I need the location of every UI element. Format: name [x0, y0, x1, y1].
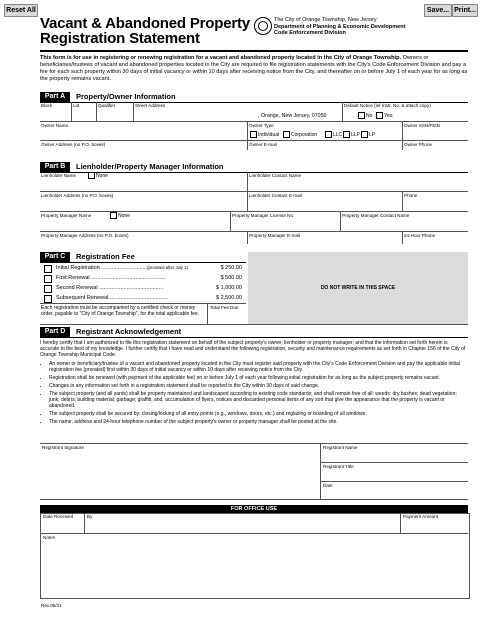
pm-license-label: Property Manager License No. [232, 213, 295, 218]
form-title-line1: Vacant & Abandoned Property [40, 15, 250, 32]
ack-bullet-4: • The subject property (and all yards) shall be property maintained and landscaped according to existing code standards; and shall remain free of all: weeds; dry bushes; dead vegetation; junk; debris; building material; garbage; graffiti; and, accumulation of flyers, notices and discarded personal items of any sort that give the appearance that the property is vacant or abandoned. [49, 391, 468, 409]
pm-contact-name-label: Property Manager Contact Name [342, 213, 410, 218]
org-city: The City of Orange Township, New Jersey [274, 17, 377, 23]
form-title-line2: Registration Statement [40, 30, 200, 47]
office-use-box [40, 513, 470, 599]
lot-label: Lot [73, 103, 80, 108]
acknowledgement-text [40, 340, 468, 427]
pm-phone-label: 24-Hour Phone [404, 233, 436, 238]
owner-email-label: Owner E-mail [249, 142, 277, 147]
block-label: Block [41, 103, 53, 108]
ack-bullet-5: • The subject property shall be secured by: closing/locking of all entry points (e.g., windows, doors, etc.) and reglazing or boarding of all windows. [49, 411, 468, 417]
fee-initial-checkbox[interactable] [44, 265, 52, 273]
ack-bullet-1: • An owner or beneficiary/trustee of a vacant and abandoned property located in the City must register said property with the City's Code Enforcement Division and pay the applicable initial registration fee (prorated) first within 30 days of initial vacancy or within 10 days after receiving notice from the City. [49, 361, 468, 373]
total-fee-due-label: Total Fee Due [210, 305, 239, 310]
fee-second-renewal: Second Renewal .......................................... $ 1,000.00 [56, 285, 242, 291]
registrant-name-label: Registrant Name [323, 445, 358, 450]
lienholder-contact-name-label: Lienholder Contact Name [249, 173, 302, 178]
intro-bold: This form is for use in registering or renewing registration for a vacant and abandoned property located in the City of Orange Township. [40, 55, 402, 61]
part-c-header [40, 252, 246, 263]
fee-subsequent-renewal-checkbox[interactable] [44, 295, 52, 303]
payment-amount-label: Payment Amount [403, 514, 438, 519]
owner-type-label: Owner Type [249, 123, 274, 128]
by-label: By [87, 514, 93, 519]
lienholder-none[interactable]: None [88, 172, 108, 179]
pm-address-label: Property Manager Address (no P.O. boxes) [41, 233, 129, 238]
ack-bullet-6: • The name, address and 24-hour telephone number of the subject property's owner or property manager shall be posted at the site. [49, 419, 468, 425]
notes-label: Notes [43, 535, 56, 540]
org-block [274, 17, 405, 37]
default-notice-yes[interactable]: Yes: [376, 112, 394, 119]
part-b-tag: Part B [40, 162, 70, 172]
pm-none[interactable]: None [110, 212, 130, 219]
intro-body: Owners or beneficiaries/trustees of vacant and abandoned properties located in the City are required to file registration statements with the City's Code Enforcement Division and pay a fee for each such property within 30 days of initial vacancy or within 10 days after receiving notice from the City, and thereafter on or before July 1 of each year for as long as the property remains vacant. [40, 55, 468, 82]
part-b-title: Lienholder/Property Manager Information [76, 162, 224, 171]
registrant-signature-label: Registrant Signature [42, 445, 84, 450]
default-notice-no[interactable]: No [358, 112, 372, 119]
owner-type-lp[interactable]: LP [361, 131, 375, 138]
part-c-title: Registration Fee [76, 252, 135, 261]
date-received-label: Date Received [43, 514, 74, 519]
lienholder-address-label: Lienholder Address (no P.O. boxes) [41, 193, 114, 198]
no-checkbox[interactable] [358, 112, 365, 119]
owner-type-individual[interactable]: Individual [250, 131, 279, 138]
owner-phone-label: Owner Phone [404, 142, 433, 147]
intro-text [40, 55, 468, 83]
owner-ssn-label: Owner SSN/FEIN [404, 123, 440, 128]
owner-name-label: Owner Name [41, 123, 69, 128]
street-address-label: Street Address [135, 103, 166, 108]
fee-second-renewal-checkbox[interactable] [44, 285, 52, 293]
registrant-title-label: Registrant Title [323, 464, 354, 469]
ack-bullet-3: • Changes in any information set forth in a registration statement shall be reported to the City within 30 days of said change. [49, 383, 468, 389]
lienholder-phone-label: Phone [404, 193, 418, 198]
office-use-header: FOR OFFICE USE [40, 505, 468, 513]
org-division: Code Enforcement Division [274, 30, 346, 36]
fee-subsequent-renewal: Subsequent Renewal....................................... $ 2,500.00 [56, 295, 242, 301]
part-a-title: Property/Owner Information [76, 92, 176, 101]
certified-check-note: Each registration must be accompanied by a certified check or money order, payable to "City of Orange Township", for the total applicable fee. [41, 305, 199, 317]
org-department: Department of Planning & Economic Development [274, 23, 406, 30]
part-a-header [40, 92, 468, 103]
fee-first-renewal: First Renewal ................................................. $ 500.00 [56, 275, 242, 281]
date-label: Date [323, 483, 333, 488]
revision-label: Rev.05/21 [41, 603, 62, 608]
reset-all-button[interactable]: Reset All [4, 4, 38, 17]
print-button[interactable]: Print... [452, 4, 478, 17]
pm-email-label: Property Manager E-mail [249, 233, 301, 238]
part-a-tag: Part A [40, 92, 70, 102]
city-state-zip: , Orange, New Jersey, 07050 [258, 113, 327, 119]
part-d-header [40, 327, 468, 338]
save-button[interactable]: Save... [424, 4, 452, 17]
qualifier-label: Qualifier [98, 103, 116, 108]
header-rule [40, 50, 468, 52]
lienholder-contact-email-label: Lienholder Contact E-mail [249, 193, 302, 198]
ack-bullet-2: • Registration shall be renewed (with payment of the applicable fee) on or before July 1 of each year following initial registration for as long as the subject property remains vacant. [49, 375, 468, 381]
pm-name-label: Property Manager Name [41, 213, 92, 218]
owner-type-corporation[interactable]: Corporation [283, 131, 317, 138]
part-c-tag: Part C [40, 252, 70, 262]
do-not-write-label: DO NOT WRITE IN THIS SPACE [320, 285, 396, 291]
fee-first-renewal-checkbox[interactable] [44, 275, 52, 283]
part-d-tag: Part D [40, 327, 70, 337]
lienholder-name-label: Lienholder Name [41, 173, 76, 178]
city-seal-icon [254, 17, 272, 35]
owner-address-label: Owner Address (no P.O. boxes) [41, 142, 106, 147]
fee-initial: Initial Registration ..............................(prorated after July 1) $ 250.00 [56, 265, 242, 271]
owner-type-llc[interactable]: LLC [325, 131, 342, 138]
default-notice-label: Default Notice (lef Instr. No. & attach copy) [344, 103, 431, 108]
owner-type-llp[interactable]: LLP [343, 131, 360, 138]
acknowledgement-statement: I hereby certify that I am authorized to file this registration statement on behalf of the subject property's owner, lienholder or property manager; and that the information set forth herein is accurate to the best of my knowledge. I further certify that I have read and understand the following registration, security and maintenance requirements as set forth in Chapter 156 of the City of Orange Township Municipal Code: [40, 340, 466, 358]
part-d-title: Registrant Acknowledgement [76, 327, 182, 336]
yes-checkbox[interactable] [376, 112, 383, 119]
